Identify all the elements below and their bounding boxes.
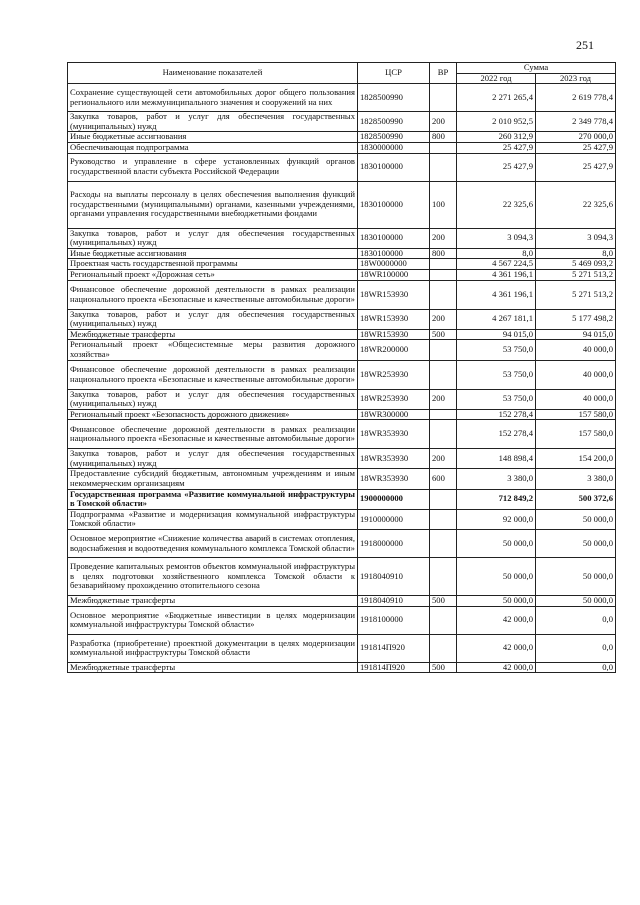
header-vr: ВР bbox=[430, 63, 457, 84]
row-2022-cell: 25 427,9 bbox=[457, 142, 536, 153]
row-csr-cell: 1918040910 bbox=[358, 596, 430, 607]
row-csr-cell: 18WR253930 bbox=[358, 360, 430, 389]
row-2022-cell: 42 000,0 bbox=[457, 662, 536, 673]
row-2023-cell: 40 000,0 bbox=[536, 340, 616, 360]
row-name-cell: Финансовое обеспечение дорожной деятельности в рамках реализации национального проекта «Безопасные и качественные автомобильные дороги» bbox=[68, 280, 358, 309]
table-row bbox=[68, 112, 616, 132]
row-name-cell: Иные бюджетные ассигнования bbox=[68, 132, 358, 143]
table-row bbox=[68, 530, 616, 558]
budget-table bbox=[67, 62, 616, 673]
row-2022-cell: 2 271 265,4 bbox=[457, 84, 536, 112]
row-2023-cell: 2 619 778,4 bbox=[536, 84, 616, 112]
table-row bbox=[68, 420, 616, 449]
row-vr-cell: 200 bbox=[430, 449, 457, 469]
row-2022-cell: 53 750,0 bbox=[457, 389, 536, 409]
row-name-cell: Закупка товаров, работ и услуг для обеспечения государственных (муниципальных) нужд bbox=[68, 228, 358, 248]
row-vr-cell bbox=[430, 340, 457, 360]
row-vr-cell: 200 bbox=[430, 112, 457, 132]
row-csr-cell: 1918000000 bbox=[358, 530, 430, 558]
row-2022-cell: 50 000,0 bbox=[457, 530, 536, 558]
row-2022-cell: 50 000,0 bbox=[457, 596, 536, 607]
row-csr-cell: 191814П920 bbox=[358, 634, 430, 662]
table-row bbox=[68, 228, 616, 248]
row-csr-cell: 1918100000 bbox=[358, 606, 430, 634]
row-vr-cell bbox=[430, 84, 457, 112]
row-csr-cell: 18WR353930 bbox=[358, 469, 430, 489]
row-name-cell: Региональный проект «Дорожная сеть» bbox=[68, 269, 358, 280]
row-2023-cell: 154 200,0 bbox=[536, 449, 616, 469]
table-row bbox=[68, 329, 616, 340]
row-vr-cell bbox=[430, 634, 457, 662]
row-name-cell: Обеспечивающая подпрограмма bbox=[68, 142, 358, 153]
row-2022-cell: 22 325,6 bbox=[457, 181, 536, 228]
row-name-cell: Иные бюджетные ассигнования bbox=[68, 248, 358, 259]
row-csr-cell: 18WR200000 bbox=[358, 340, 430, 360]
row-vr-cell bbox=[430, 558, 457, 596]
row-2023-cell: 5 177 498,2 bbox=[536, 309, 616, 329]
row-2022-cell: 4 267 181,1 bbox=[457, 309, 536, 329]
row-2023-cell: 50 000,0 bbox=[536, 596, 616, 607]
row-vr-cell bbox=[430, 420, 457, 449]
row-csr-cell: 18WR353930 bbox=[358, 449, 430, 469]
row-2023-cell: 8,0 bbox=[536, 248, 616, 259]
row-2023-cell: 157 580,0 bbox=[536, 409, 616, 420]
row-vr-cell: 200 bbox=[430, 228, 457, 248]
row-2023-cell: 94 015,0 bbox=[536, 329, 616, 340]
row-vr-cell bbox=[430, 360, 457, 389]
row-csr-cell: 18WR153930 bbox=[358, 280, 430, 309]
row-vr-cell bbox=[430, 259, 457, 270]
row-name-cell: Региональный проект «Общесистемные меры развития дорожного хозяйства» bbox=[68, 340, 358, 360]
row-csr-cell: 18WR153930 bbox=[358, 309, 430, 329]
row-name-cell: Межбюджетные трансферты bbox=[68, 662, 358, 673]
table-row bbox=[68, 132, 616, 143]
row-2023-cell: 270 000,0 bbox=[536, 132, 616, 143]
row-2022-cell: 152 278,4 bbox=[457, 420, 536, 449]
row-csr-cell: 1830100000 bbox=[358, 228, 430, 248]
row-2022-cell: 92 000,0 bbox=[457, 509, 536, 529]
table-row bbox=[68, 489, 616, 509]
row-vr-cell bbox=[430, 530, 457, 558]
row-csr-cell: 18WR300000 bbox=[358, 409, 430, 420]
row-2023-cell: 50 000,0 bbox=[536, 530, 616, 558]
row-2023-cell: 5 271 513,2 bbox=[536, 269, 616, 280]
row-2023-cell: 0,0 bbox=[536, 606, 616, 634]
row-csr-cell: 18WR353930 bbox=[358, 420, 430, 449]
row-vr-cell: 100 bbox=[430, 181, 457, 228]
row-csr-cell: 18WR253930 bbox=[358, 389, 430, 409]
row-csr-cell: 1828500990 bbox=[358, 132, 430, 143]
row-csr-cell: 18WR153930 bbox=[358, 329, 430, 340]
header-2023: 2023 год bbox=[536, 73, 616, 84]
row-csr-cell: 1830000000 bbox=[358, 142, 430, 153]
row-vr-cell bbox=[430, 606, 457, 634]
row-name-cell: Подпрограмма «Развитие и модернизация коммунальной инфраструктуры Томской области» bbox=[68, 509, 358, 529]
table-row bbox=[68, 340, 616, 360]
row-2023-cell: 25 427,9 bbox=[536, 153, 616, 181]
row-name-cell: Региональный проект «Безопасность дорожного движения» bbox=[68, 409, 358, 420]
table-row bbox=[68, 558, 616, 596]
row-name-cell: Основное мероприятие «Бюджетные инвестиции в целях модернизации коммунальной инфраструктуры Томской области» bbox=[68, 606, 358, 634]
row-2023-cell: 5 469 093,2 bbox=[536, 259, 616, 270]
row-2023-cell: 25 427,9 bbox=[536, 142, 616, 153]
row-vr-cell: 600 bbox=[430, 469, 457, 489]
row-name-cell: Закупка товаров, работ и услуг для обеспечения государственных (муниципальных) нужд bbox=[68, 112, 358, 132]
table-row bbox=[68, 280, 616, 309]
row-name-cell: Предоставление субсидий бюджетным, автономным учреждениям и иным некоммерческим организациям bbox=[68, 469, 358, 489]
row-2022-cell: 53 750,0 bbox=[457, 360, 536, 389]
table-row bbox=[68, 606, 616, 634]
row-csr-cell: 191814П920 bbox=[358, 662, 430, 673]
header-csr: ЦСР bbox=[358, 63, 430, 84]
row-vr-cell: 500 bbox=[430, 662, 457, 673]
table-row bbox=[68, 662, 616, 673]
row-vr-cell: 200 bbox=[430, 389, 457, 409]
row-name-cell: Проведение капитальных ремонтов объектов коммунальной инфраструктуры в целях подготовки хозяйственного комплекса Томской области к безаварийному прохождению отопительного сезона bbox=[68, 558, 358, 596]
row-2022-cell: 4 361 196,1 bbox=[457, 269, 536, 280]
table-row bbox=[68, 389, 616, 409]
table-row bbox=[68, 84, 616, 112]
row-2023-cell: 0,0 bbox=[536, 634, 616, 662]
row-2022-cell: 260 312,9 bbox=[457, 132, 536, 143]
table-row bbox=[68, 142, 616, 153]
table-row bbox=[68, 469, 616, 489]
table-row bbox=[68, 248, 616, 259]
row-2023-cell: 5 271 513,2 bbox=[536, 280, 616, 309]
row-name-cell: Закупка товаров, работ и услуг для обеспечения государственных (муниципальных) нужд bbox=[68, 389, 358, 409]
row-csr-cell: 1830100000 bbox=[358, 181, 430, 228]
row-name-cell: Разработка (приобретение) проектной документации в целях модернизации коммунальной инфраструктуры Томской области bbox=[68, 634, 358, 662]
row-csr-cell: 1828500990 bbox=[358, 84, 430, 112]
table-row bbox=[68, 360, 616, 389]
row-2022-cell: 94 015,0 bbox=[457, 329, 536, 340]
row-name-cell: Основное мероприятие «Снижение количества аварий в системах отопления, водоснабжения и водоотведения коммунального комплекса Томской области» bbox=[68, 530, 358, 558]
row-name-cell: Проектная часть государственной программы bbox=[68, 259, 358, 270]
row-vr-cell: 200 bbox=[430, 309, 457, 329]
row-2022-cell: 712 849,2 bbox=[457, 489, 536, 509]
row-2022-cell: 42 000,0 bbox=[457, 634, 536, 662]
row-vr-cell: 800 bbox=[430, 132, 457, 143]
row-vr-cell bbox=[430, 409, 457, 420]
table-row bbox=[68, 596, 616, 607]
row-2022-cell: 4 361 196,1 bbox=[457, 280, 536, 309]
row-csr-cell: 18W0000000 bbox=[358, 259, 430, 270]
table-row bbox=[68, 634, 616, 662]
row-name-cell: Расходы на выплаты персоналу в целях обеспечения выполнения функций государственными (муниципальными) органами, казенными учреждениями, органами управления государственными внебюджетными фондами bbox=[68, 181, 358, 228]
row-csr-cell: 1918040910 bbox=[358, 558, 430, 596]
page-number: 251 bbox=[576, 38, 594, 52]
row-vr-cell bbox=[430, 509, 457, 529]
header-name: Наименование показателей bbox=[68, 63, 358, 84]
row-2022-cell: 4 567 224,5 bbox=[457, 259, 536, 270]
row-2022-cell: 2 010 952,5 bbox=[457, 112, 536, 132]
row-2023-cell: 2 349 778,4 bbox=[536, 112, 616, 132]
row-2023-cell: 500 372,6 bbox=[536, 489, 616, 509]
row-csr-cell: 1828500990 bbox=[358, 112, 430, 132]
row-2022-cell: 3 094,3 bbox=[457, 228, 536, 248]
row-vr-cell: 800 bbox=[430, 248, 457, 259]
row-2023-cell: 40 000,0 bbox=[536, 389, 616, 409]
row-vr-cell bbox=[430, 489, 457, 509]
table-row bbox=[68, 409, 616, 420]
row-2022-cell: 53 750,0 bbox=[457, 340, 536, 360]
table-body bbox=[68, 84, 616, 673]
row-csr-cell: 1830100000 bbox=[358, 153, 430, 181]
row-2022-cell: 152 278,4 bbox=[457, 409, 536, 420]
table-row bbox=[68, 259, 616, 270]
row-vr-cell bbox=[430, 280, 457, 309]
row-name-cell: Закупка товаров, работ и услуг для обеспечения государственных (муниципальных) нужд bbox=[68, 309, 358, 329]
row-2023-cell: 50 000,0 bbox=[536, 509, 616, 529]
row-2023-cell: 40 000,0 bbox=[536, 360, 616, 389]
table-row bbox=[68, 181, 616, 228]
row-csr-cell: 1900000000 bbox=[358, 489, 430, 509]
row-2022-cell: 25 427,9 bbox=[457, 153, 536, 181]
row-name-cell: Государственная программа «Развитие коммунальной инфраструктуры в Томской области» bbox=[68, 489, 358, 509]
row-2022-cell: 3 380,0 bbox=[457, 469, 536, 489]
row-csr-cell: 18WR100000 bbox=[358, 269, 430, 280]
table-row bbox=[68, 269, 616, 280]
row-csr-cell: 1910000000 bbox=[358, 509, 430, 529]
row-2023-cell: 0,0 bbox=[536, 662, 616, 673]
table-row bbox=[68, 153, 616, 181]
row-2022-cell: 8,0 bbox=[457, 248, 536, 259]
header-2022: 2022 год bbox=[457, 73, 536, 84]
table-row bbox=[68, 449, 616, 469]
row-2022-cell: 50 000,0 bbox=[457, 558, 536, 596]
row-2023-cell: 3 094,3 bbox=[536, 228, 616, 248]
row-csr-cell: 1830100000 bbox=[358, 248, 430, 259]
row-vr-cell bbox=[430, 153, 457, 181]
row-2023-cell: 50 000,0 bbox=[536, 558, 616, 596]
row-name-cell: Финансовое обеспечение дорожной деятельности в рамках реализации национального проекта «Безопасные и качественные автомобильные дороги» bbox=[68, 360, 358, 389]
row-name-cell: Сохранение существующей сети автомобильных дорог общего пользования регионального или межмуниципального значения и сооружений на них bbox=[68, 84, 358, 112]
row-2022-cell: 42 000,0 bbox=[457, 606, 536, 634]
row-2023-cell: 157 580,0 bbox=[536, 420, 616, 449]
row-name-cell: Финансовое обеспечение дорожной деятельности в рамках реализации национального проекта «Безопасные и качественные автомобильные дороги» bbox=[68, 420, 358, 449]
row-vr-cell bbox=[430, 269, 457, 280]
row-vr-cell: 500 bbox=[430, 596, 457, 607]
row-name-cell: Межбюджетные трансферты bbox=[68, 596, 358, 607]
row-name-cell: Межбюджетные трансферты bbox=[68, 329, 358, 340]
row-vr-cell: 500 bbox=[430, 329, 457, 340]
header-sum: Сумма bbox=[457, 63, 616, 74]
row-name-cell: Закупка товаров, работ и услуг для обеспечения государственных (муниципальных) нужд bbox=[68, 449, 358, 469]
row-vr-cell bbox=[430, 142, 457, 153]
row-2022-cell: 148 898,4 bbox=[457, 449, 536, 469]
table-row bbox=[68, 509, 616, 529]
row-2023-cell: 22 325,6 bbox=[536, 181, 616, 228]
row-2023-cell: 3 380,0 bbox=[536, 469, 616, 489]
row-name-cell: Руководство и управление в сфере установленных функций органов государственной власти субъекта Российской Федерации bbox=[68, 153, 358, 181]
table-row bbox=[68, 309, 616, 329]
